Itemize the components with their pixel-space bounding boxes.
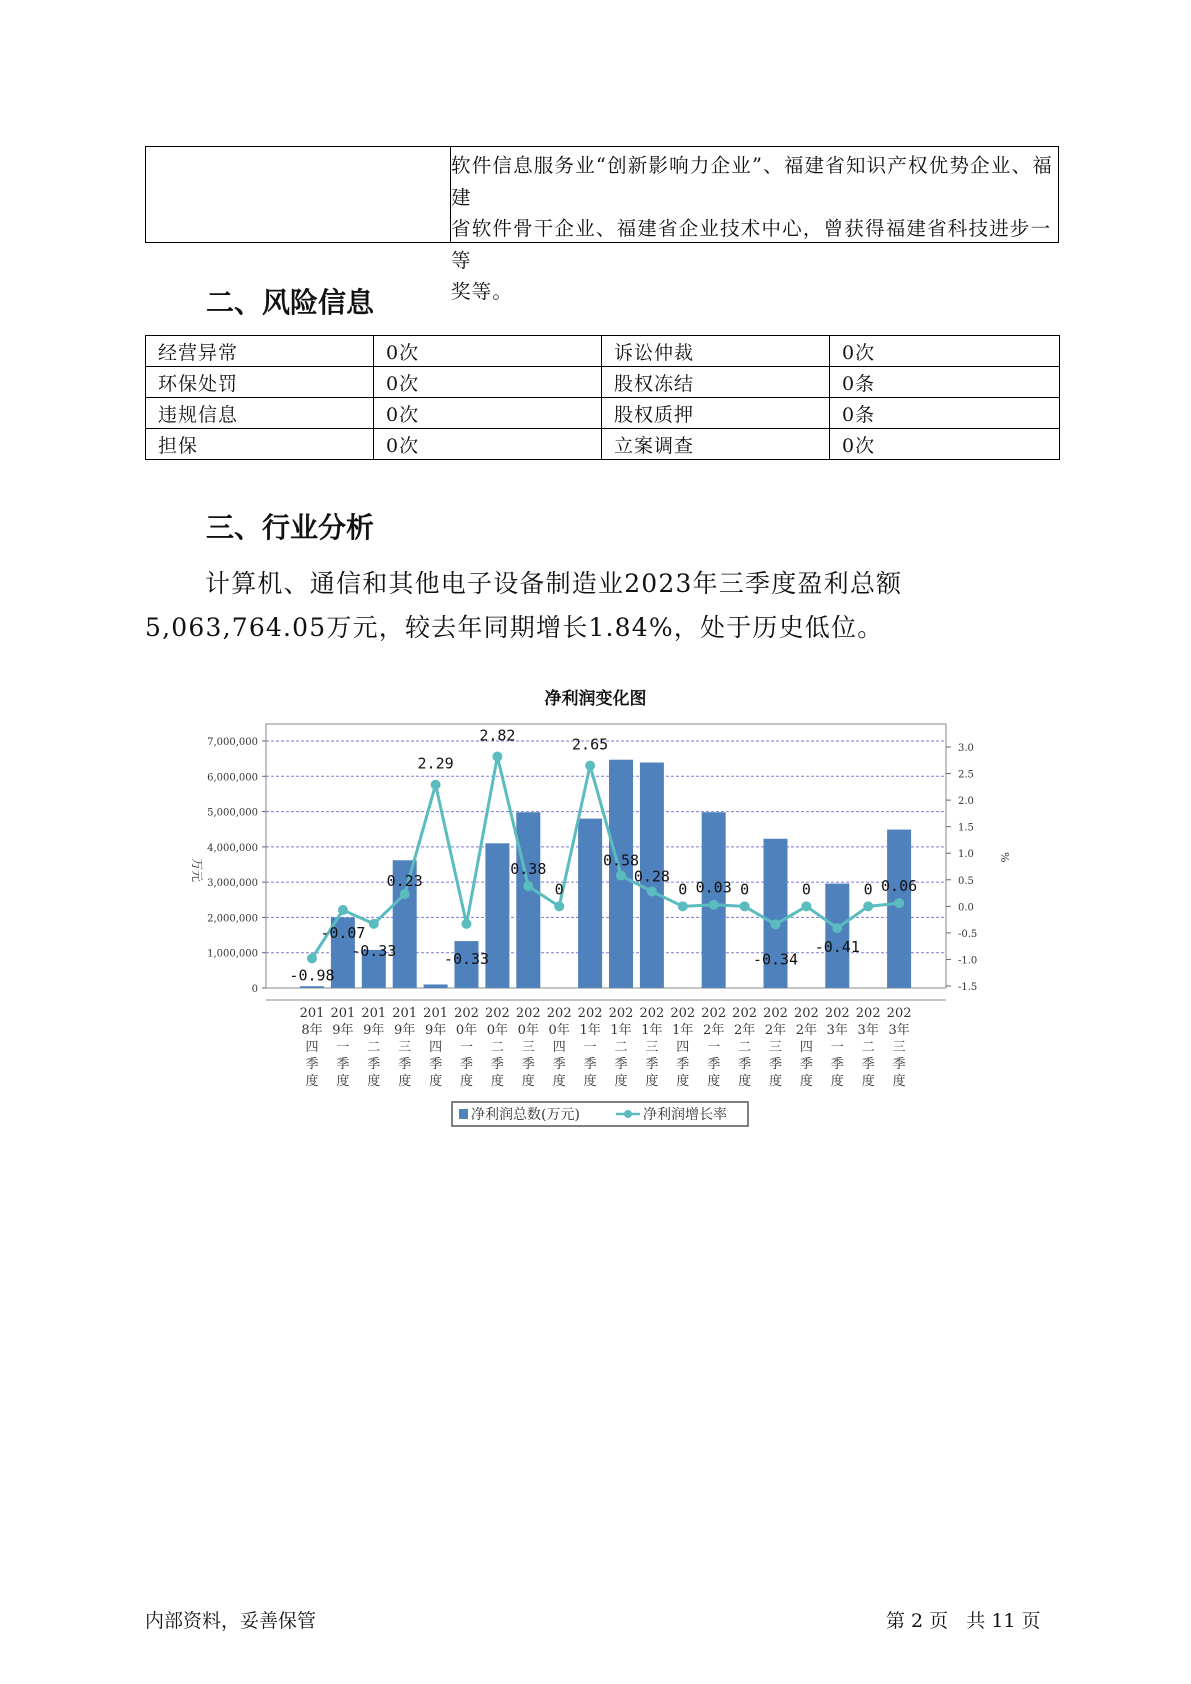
bar xyxy=(300,986,324,988)
x-tick-label: 季 xyxy=(367,1057,381,1072)
growth-rate-point xyxy=(616,871,626,881)
x-tick-label: 度 xyxy=(552,1074,566,1089)
x-tick-label: 度 xyxy=(583,1074,597,1089)
x-tick-label: 2年 xyxy=(733,1023,756,1038)
x-tick-label: 度 xyxy=(645,1074,659,1089)
x-tick-label: 三 xyxy=(892,1040,906,1055)
legend-label-line: 净利润增长率 xyxy=(643,1107,727,1123)
x-tick-label: 二 xyxy=(614,1040,628,1055)
x-tick-label: 季 xyxy=(429,1057,443,1072)
data-label: -0.07 xyxy=(320,924,366,943)
growth-rate-point xyxy=(338,905,348,915)
x-tick-label: 202 xyxy=(515,1006,541,1021)
x-tick-label: 三 xyxy=(521,1040,535,1055)
growth-rate-point xyxy=(554,901,564,911)
x-tick-label: 9年 xyxy=(332,1023,354,1038)
growth-rate-point xyxy=(523,881,533,891)
legend-label-bars: 净利润总数(万元) xyxy=(471,1107,580,1123)
x-tick-label: 202 xyxy=(484,1006,510,1021)
x-tick-label: 201 xyxy=(423,1006,449,1021)
x-tick-label: 202 xyxy=(608,1006,634,1021)
left-axis-tick-label: 6,000,000 xyxy=(207,772,258,784)
growth-rate-point xyxy=(307,953,317,963)
x-tick-label: 3年 xyxy=(857,1023,879,1038)
x-tick-label: 202 xyxy=(855,1006,881,1021)
data-label: 0 xyxy=(863,880,873,899)
bar xyxy=(424,984,448,988)
bar xyxy=(887,830,911,988)
footer-confidential: 内部资料，妥善保管 xyxy=(145,1610,317,1632)
left-axis-tick-label: 3,000,000 xyxy=(207,878,258,890)
x-tick-label: 季 xyxy=(799,1057,813,1072)
left-axis-tick-label: 2,000,000 xyxy=(207,913,258,925)
x-tick-label: 2年 xyxy=(703,1023,725,1038)
x-tick-label: 201 xyxy=(392,1006,418,1021)
x-tick-label: 一 xyxy=(583,1040,597,1055)
x-tick-label: 度 xyxy=(892,1074,906,1089)
x-tick-label: 一 xyxy=(336,1040,350,1055)
x-tick-label: 三 xyxy=(768,1040,783,1055)
x-tick-label: 季 xyxy=(336,1057,350,1072)
x-tick-label: 201 xyxy=(330,1006,356,1021)
right-axis-tick-label: 1.0 xyxy=(958,849,974,861)
left-axis-tick-label: 4,000,000 xyxy=(207,842,258,854)
x-tick-label: 1年 xyxy=(579,1023,601,1038)
legend-bar-swatch xyxy=(459,1109,468,1119)
x-tick-label: 202 xyxy=(824,1006,850,1021)
x-tick-label: 202 xyxy=(670,1006,696,1021)
x-tick-label: 季 xyxy=(583,1057,597,1072)
x-tick-label: 度 xyxy=(429,1074,443,1089)
risk-value: 0次 xyxy=(374,429,602,460)
x-tick-label: 2年 xyxy=(795,1023,818,1038)
x-tick-label: 202 xyxy=(701,1006,727,1021)
x-tick-label: 度 xyxy=(336,1074,350,1089)
x-tick-label: 202 xyxy=(577,1006,603,1021)
data-label: 2.82 xyxy=(479,726,516,745)
x-tick-label: 1年 xyxy=(672,1023,694,1038)
data-label: 0 xyxy=(801,880,811,899)
right-axis-tick-label: 2.5 xyxy=(958,769,974,781)
x-tick-label: 3年 xyxy=(888,1023,910,1038)
x-tick-label: 0年 xyxy=(486,1023,509,1038)
x-tick-label: 3年 xyxy=(826,1023,848,1038)
left-axis-label: 万元 xyxy=(190,858,204,883)
x-tick-label: 度 xyxy=(861,1074,875,1089)
x-tick-label: 季 xyxy=(676,1057,690,1072)
x-tick-label: 二 xyxy=(861,1040,875,1055)
x-tick-label: 度 xyxy=(490,1074,504,1089)
x-tick-label: 度 xyxy=(398,1074,412,1089)
honors-text-line-1: 软件信息服务业“创新影响力企业”、福建省知识产权优势企业、福建 xyxy=(451,154,1053,209)
risk-label: 股权冻结 xyxy=(602,367,830,398)
x-tick-label: 0年 xyxy=(455,1023,478,1038)
data-label: 0.38 xyxy=(510,860,547,879)
x-tick-label: 9年 xyxy=(424,1023,447,1038)
x-tick-label: 季 xyxy=(552,1057,566,1072)
bar xyxy=(825,884,849,988)
x-tick-label: 度 xyxy=(707,1074,721,1089)
growth-rate-point xyxy=(585,761,595,771)
growth-rate-point xyxy=(400,889,410,899)
data-label: 0 xyxy=(678,880,688,899)
x-tick-label: 季 xyxy=(892,1057,906,1072)
risk-value: 0次 xyxy=(830,336,1060,367)
data-label: -0.98 xyxy=(289,966,335,985)
risk-value: 0次 xyxy=(374,336,602,367)
x-tick-label: 度 xyxy=(614,1074,628,1089)
x-tick-label: 一 xyxy=(459,1040,474,1055)
x-tick-label: 季 xyxy=(645,1057,659,1072)
x-tick-label: 度 xyxy=(521,1074,535,1089)
x-tick-label: 四 xyxy=(799,1040,813,1055)
left-axis-tick-label: 5,000,000 xyxy=(207,807,258,819)
growth-rate-point xyxy=(678,901,688,911)
data-label: 0.28 xyxy=(633,867,670,886)
x-tick-label: 季 xyxy=(830,1057,844,1072)
data-label: 0.23 xyxy=(386,872,423,891)
x-tick-label: 202 xyxy=(886,1006,912,1021)
footer-page-number: 第 2 页 共 11 页 xyxy=(886,1610,1041,1632)
right-axis-tick-label: 1.5 xyxy=(958,822,974,834)
x-tick-label: 季 xyxy=(398,1057,412,1072)
x-tick-label: 度 xyxy=(738,1074,752,1089)
right-axis-label: % xyxy=(998,852,1011,863)
growth-rate-point xyxy=(462,919,472,929)
analysis-line-1: 计算机、通信和其他电子设备制造业2023年三季度盈利总额 xyxy=(205,569,903,598)
bar xyxy=(578,819,602,988)
x-tick-label: 度 xyxy=(830,1074,844,1089)
x-tick-label: 度 xyxy=(799,1074,813,1089)
section-heading-risk: 二、风险信息 xyxy=(206,286,375,319)
growth-rate-point xyxy=(801,901,811,911)
risk-value: 0条 xyxy=(830,398,1060,429)
right-axis-tick-label: 3.0 xyxy=(958,743,974,754)
right-axis-tick-label: 0.5 xyxy=(958,875,974,887)
x-tick-label: 三 xyxy=(398,1040,412,1055)
x-tick-label: 季 xyxy=(614,1057,628,1072)
right-axis-tick-label: -1.0 xyxy=(958,955,978,967)
left-axis-tick-label: 7,000,000 xyxy=(207,737,258,748)
x-tick-label: 季 xyxy=(861,1057,875,1072)
data-label: -0.33 xyxy=(443,949,490,968)
x-tick-label: 0年 xyxy=(517,1023,539,1038)
left-axis-tick-label: 0 xyxy=(251,984,258,995)
data-label: -0.33 xyxy=(351,941,397,960)
x-tick-label: 二 xyxy=(367,1040,381,1055)
risk-label: 违规信息 xyxy=(146,398,374,429)
risk-value: 0次 xyxy=(830,429,1060,460)
x-tick-label: 202 xyxy=(639,1006,665,1021)
x-tick-label: 四 xyxy=(552,1040,566,1055)
growth-rate-point xyxy=(863,901,873,911)
data-label: 0.58 xyxy=(602,851,640,870)
risk-value: 0次 xyxy=(374,367,602,398)
x-tick-label: 1年 xyxy=(610,1023,632,1038)
x-tick-label: 202 xyxy=(793,1006,819,1021)
x-tick-label: 季 xyxy=(305,1057,319,1072)
x-tick-label: 0年 xyxy=(548,1023,570,1038)
legend-line-marker xyxy=(624,1110,632,1118)
growth-rate-point xyxy=(709,900,719,910)
honors-text-line-3: 奖等。 xyxy=(451,280,514,303)
x-tick-label: 一 xyxy=(830,1040,844,1055)
growth-rate-point xyxy=(492,752,502,762)
x-tick-label: 度 xyxy=(367,1074,381,1089)
risk-value: 0条 xyxy=(830,367,1060,398)
x-tick-label: 度 xyxy=(459,1074,474,1089)
x-tick-label: 季 xyxy=(459,1057,474,1072)
x-tick-label: 2年 xyxy=(764,1023,787,1038)
data-label: 0.03 xyxy=(695,878,732,897)
x-tick-label: 202 xyxy=(546,1006,572,1021)
data-label: 0 xyxy=(554,880,564,899)
x-tick-label: 季 xyxy=(707,1057,721,1072)
right-axis-tick-label: 0.0 xyxy=(958,902,974,914)
x-tick-label: 季 xyxy=(490,1057,504,1072)
risk-label: 立案调查 xyxy=(602,429,830,460)
data-label: 0 xyxy=(740,880,750,899)
x-tick-label: 201 xyxy=(361,1006,387,1021)
x-tick-label: 201 xyxy=(299,1006,325,1021)
data-label: 2.65 xyxy=(572,735,609,754)
right-axis-tick-label: 2.0 xyxy=(958,796,974,808)
x-tick-label: 9年 xyxy=(394,1023,416,1038)
data-label: -0.34 xyxy=(752,950,799,969)
section-heading-industry: 三、行业分析 xyxy=(206,511,375,544)
risk-label: 经营异常 xyxy=(146,336,374,367)
x-tick-label: 二 xyxy=(490,1040,504,1055)
x-tick-label: 8年 xyxy=(301,1023,323,1038)
x-tick-label: 四 xyxy=(676,1040,690,1055)
x-tick-label: 202 xyxy=(454,1006,479,1021)
data-label: -0.41 xyxy=(814,938,860,957)
growth-rate-point xyxy=(832,923,842,933)
analysis-line-2: 5,063,764.05万元，较去年同期增长1.84%，处于历史低位。 xyxy=(145,613,884,642)
risk-value: 0次 xyxy=(374,398,602,429)
honors-text-line-2: 省软件骨干企业、福建省企业技术中心，曾获得福建省科技进步一等 xyxy=(451,217,1052,272)
bar xyxy=(516,812,540,988)
x-tick-label: 9年 xyxy=(363,1023,385,1038)
chart-title: 净利润变化图 xyxy=(544,689,647,709)
risk-label: 环保处罚 xyxy=(146,367,374,398)
risk-label: 诉讼仲裁 xyxy=(602,336,830,367)
x-tick-label: 三 xyxy=(645,1040,659,1055)
x-tick-label: 季 xyxy=(768,1057,783,1072)
growth-rate-point xyxy=(894,898,904,908)
x-tick-label: 202 xyxy=(732,1006,758,1021)
risk-label: 股权质押 xyxy=(602,398,830,429)
growth-rate-point xyxy=(369,919,379,929)
x-tick-label: 202 xyxy=(763,1006,788,1021)
x-tick-label: 四 xyxy=(305,1040,319,1055)
growth-rate-point xyxy=(647,886,657,896)
right-axis-tick-label: -0.5 xyxy=(958,928,978,940)
x-tick-label: 季 xyxy=(521,1057,535,1072)
growth-rate-point xyxy=(771,919,781,929)
x-tick-label: 度 xyxy=(305,1074,319,1089)
x-tick-label: 四 xyxy=(429,1040,443,1055)
risk-label: 担保 xyxy=(146,429,374,460)
growth-rate-point xyxy=(740,901,750,911)
x-tick-label: 一 xyxy=(707,1040,721,1055)
x-tick-label: 1年 xyxy=(641,1023,663,1038)
x-tick-label: 度 xyxy=(768,1074,783,1089)
right-axis-tick-label: -1.5 xyxy=(958,982,978,993)
data-label: 0.06 xyxy=(881,877,918,896)
x-tick-label: 度 xyxy=(676,1074,690,1089)
x-tick-label: 二 xyxy=(738,1040,752,1055)
x-tick-label: 季 xyxy=(738,1057,752,1072)
data-label: 2.29 xyxy=(417,754,454,773)
growth-rate-point xyxy=(431,780,441,790)
left-axis-tick-label: 1,000,000 xyxy=(207,948,258,960)
